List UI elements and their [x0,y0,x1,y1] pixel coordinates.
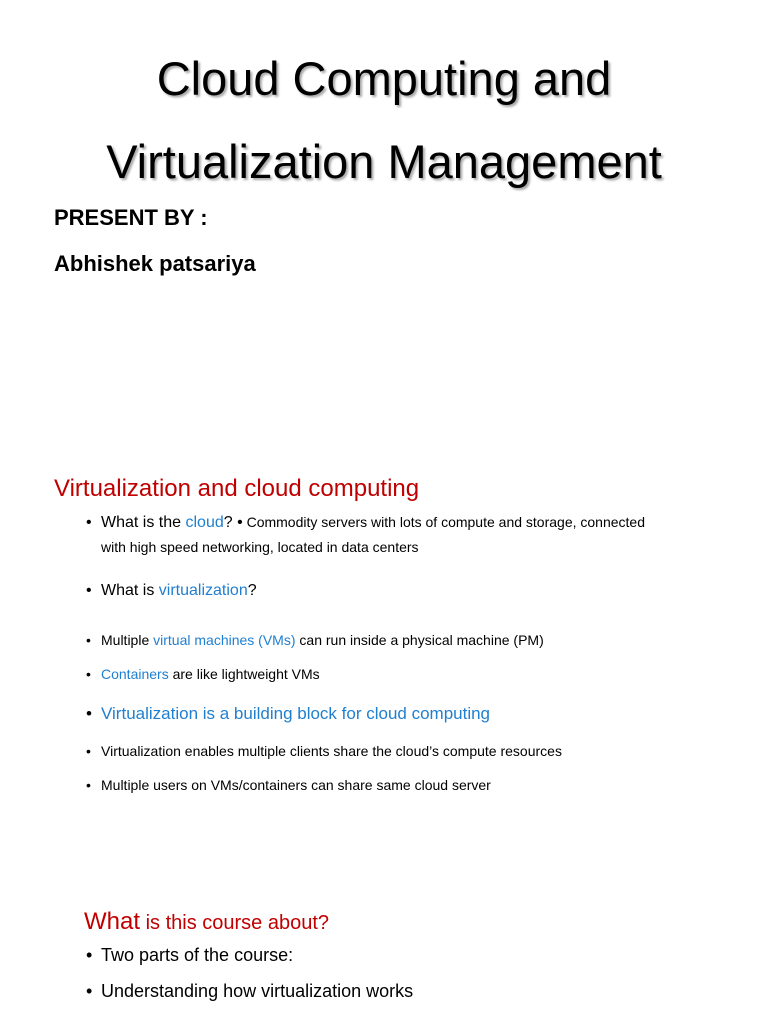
slide-title-line-1: Cloud Computing and [156,52,612,105]
bullet-dot: • [86,632,91,648]
bullet-dot: • [86,945,93,965]
virtual-machines-link[interactable]: virtual machines (VMs) [153,632,296,648]
bullet-virtual-machines [86,633,544,647]
bullet-understanding [86,982,413,1000]
bullet-dot: • [86,666,91,682]
bullet-dot: • [86,981,93,1001]
virtualization-question-suffix: ? [247,582,257,599]
cloud-question-suffix: ? • [223,514,243,531]
bullet-dot: • [86,582,92,599]
bullet-dot: • [86,704,92,723]
bullet-dot: • [86,743,91,759]
bullet-cloud-question [86,515,645,531]
vm-prefix: Multiple [101,632,154,648]
containers-link[interactable]: Containers [101,666,169,682]
slide-title-line-2: Virtualization Management [106,135,662,188]
vm-suffix: can run inside a physical machine (PM) [295,632,544,648]
presenter-name: Abhishek patsariya [54,251,256,276]
cloud-definition-line-1: Commodity servers with lots of compute and storage, connected [242,514,645,530]
cloud-link[interactable]: cloud [185,514,224,531]
bullet-virtualization-question [86,583,257,599]
bullet-multiple-users [86,778,491,792]
cloud-definition-line-2: with high speed networking, located in data centers [101,539,419,555]
bullet-dot: • [86,514,92,531]
course-heading-what: What [84,908,141,935]
section-heading-virtualization: Virtualization and cloud computing [54,475,420,502]
presenter-label: PRESENT BY : [54,205,208,230]
two-parts-text: Two parts of the course: [101,945,294,965]
multiple-users-text: Multiple users on VMs/containers can share same cloud server [101,777,491,793]
bullet-containers [86,667,320,681]
enables-text: Virtualization enables multiple clients share the cloud’s compute resources [101,743,562,759]
bullet-dot: • [86,777,91,793]
understanding-text: Understanding how virtualization works [101,981,414,1001]
course-heading-rest: is this course about? [140,912,330,934]
building-block-text: Virtualization is a building block for cloud computing [101,704,491,723]
containers-suffix: are like lightweight VMs [168,666,320,682]
bullet-building-block [86,705,490,722]
cloud-question-prefix: What is the [101,514,186,531]
bullet-two-parts [86,946,293,964]
section-heading-course [84,910,329,934]
virtualization-link[interactable]: virtualization [158,582,248,599]
virtualization-question-prefix: What is [101,582,159,599]
bullet-enables-sharing [86,744,562,758]
